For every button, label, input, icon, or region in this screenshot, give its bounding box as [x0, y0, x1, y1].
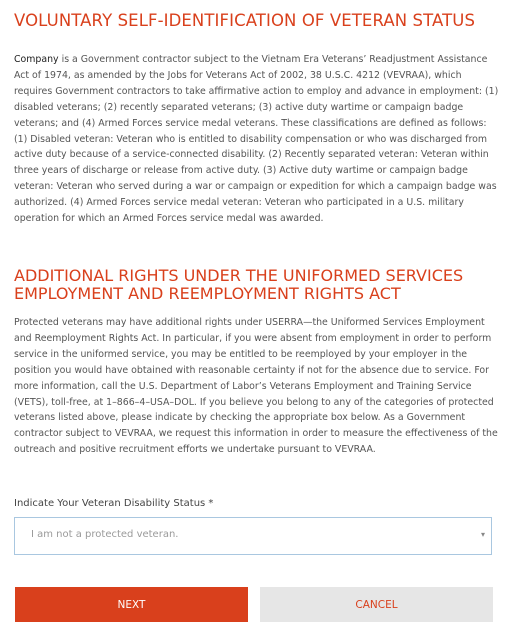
userra-paragraph: Protected veterans may have additional rights under USERRA—the Uniformed Services Employment and Reemployment Rights Act. In particular, if you were absent from employment in order to perform service in the uniformed service, you may be entitled to be reemployed by your employer in the position you would have obtained with reasonable certainty if not for the absence due to service. For more information, call the U.S. Department of Labor’s Veterans Employment and Training Service (VETS), toll-free, at 1–866–4–USA–DOL. If you believe you belong to any of the categories of protected veterans listed above, please indicate by checking the appropriate box below. As a Government contractor subject to VEVRAA, we request this information in order to measure the effectiveness of the outreach and positive recruitment efforts we undertake pursuant to VEVRAA. [14, 317, 498, 456]
cancel-button[interactable]: CANCEL [260, 587, 493, 622]
intro-text: is a Government contractor subject to the Vietnam Era Veterans’ Readjustment Assistance Act of 1974, as amended by the Jobs for Veterans Act of 2002, 38 U.S.C. 4212 (VEVRAA), which requires Government contractors to take affirmative action to employ and advance in employment: (1) disabled veterans; (2) recently separated veterans; (3) active duty wartime or campaign badge veterans; and (4) Armed Forces service medal veterans. These classifications are defined as follows: (1) Disabled veteran: Veteran who is entitled to disability compensation or who was discharged from active duty because of a service-connected disability. (2) Recently separated veteran: Veteran within three years of discharge or release from active duty. (3) Active duty wartime or campaign badge veteran: Veteran who served during a war or campaign or expedition for which a campaign badge was authorized. (4) Armed Forces service medal veteran: Veteran who participated in a U.S. military operation for which an Armed Forces service medal was awarded. [14, 54, 499, 225]
section-title-userra: ADDITIONAL RIGHTS UNDER THE UNIFORMED SERVICES EMPLOYMENT AND REEMPLOYMENT RIGHTS ACT [14, 266, 464, 303]
intro-paragraph [14, 52, 500, 227]
chevron-down-icon: ▾ [480, 530, 485, 539]
next-button[interactable]: NEXT [15, 587, 248, 622]
company-name: Company [14, 54, 59, 65]
veteran-status-label: Indicate Your Veteran Disability Status * [14, 498, 214, 509]
page-title: VOLUNTARY SELF-IDENTIFICATION OF VETERAN STATUS [14, 11, 476, 30]
veteran-status-select[interactable] [14, 517, 492, 555]
select-value: I am not a protected veteran. [31, 529, 179, 540]
